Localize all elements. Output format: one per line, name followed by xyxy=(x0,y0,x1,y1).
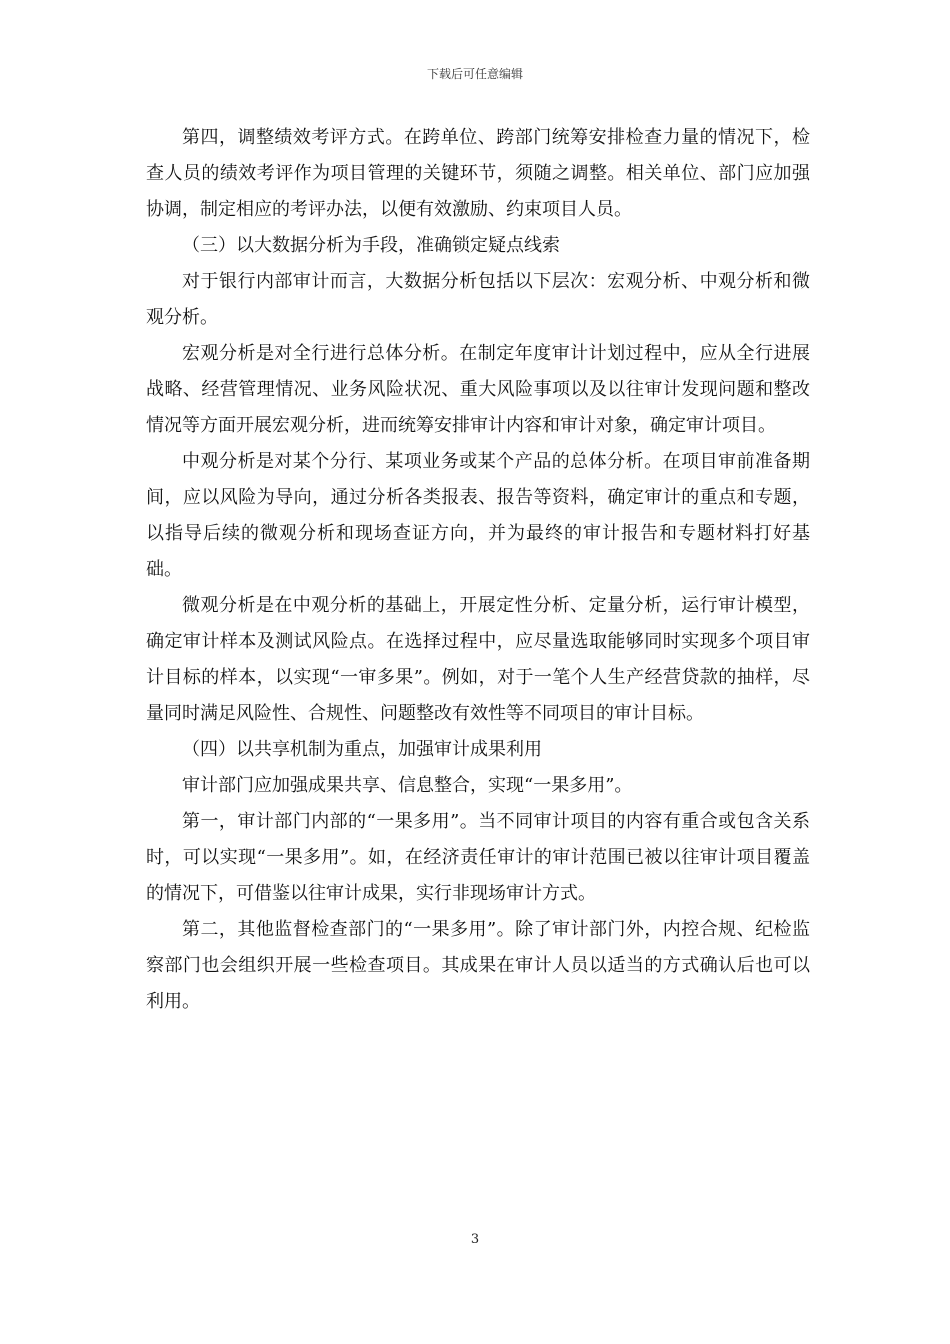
section-heading-sharing-mechanism: （四）以共享机制为重点，加强审计成果利用 xyxy=(182,739,542,760)
paragraph-analysis-levels: 对于银行内部审计而言，大数据分析包括以下层次：宏观分析、中观分析和微观分析。 xyxy=(146,271,810,328)
paragraph-macro-analysis: 宏观分析是对全行进行总体分析。在制定年度审计计划过程中，应从全行进展战略、经营管理情况、业务风险状况、重大风险事项以及以往审计发现问题和整改情况等方面开展宏观分析，进而统筹安排审计内容和审计对象，确定审计项目。 xyxy=(146,343,810,436)
paragraph-result-sharing: 审计部门应加强成果共享、信息整合，实现“一果多用”。 xyxy=(182,775,633,796)
page-number: 3 xyxy=(470,1232,480,1247)
paragraph-other-departments-reuse: 第二，其他监督检查部门的“一果多用”。除了审计部门外，内控合规、纪检监察部门也会组织开展一些检查项目。其成果在审计人员以适当的方式确认后也可以利用。 xyxy=(146,919,810,1012)
paragraph-performance-evaluation: 第四，调整绩效考评方式。在跨单位、跨部门统筹安排检查力量的情况下，检查人员的绩效考评作为项目管理的关键环节，须随之调整。相关单位、部门应加强协调，制定相应的考评办法，以便有效激励、约束项目人员。 xyxy=(146,127,810,220)
document-body xyxy=(146,120,810,1020)
paragraph-internal-reuse: 第一，审计部门内部的“一果多用”。当不同审计项目的内容有重合或包含关系时，可以实现“一果多用”。如，在经济责任审计的审计范围已被以往审计项目覆盖的情况下，可借鉴以往审计成果，实行非现场审计方式。 xyxy=(146,811,810,904)
page-header: 下载后可任意编辑 xyxy=(426,67,523,81)
paragraph-micro-analysis: 微观分析是在中观分析的基础上，开展定性分析、定量分析，运行审计模型，确定审计样本及测试风险点。在选择过程中，应尽量选取能够同时实现多个项目审计目标的样本，以实现“一审多果”。例如，对于一笔个人生产经营贷款的抽样，尽量同时满足风险性、合规性、问题整改有效性等不同项目的审计目标。 xyxy=(146,595,810,724)
paragraph-meso-analysis: 中观分析是对某个分行、某项业务或某个产品的总体分析。在项目审前准备期间，应以风险为导向，通过分析各类报表、报告等资料，确定审计的重点和专题，以指导后续的微观分析和现场查证方向，并为最终的审计报告和专题材料打好基础。 xyxy=(146,451,810,580)
section-heading-big-data: （三）以大数据分析为手段，准确锁定疑点线索 xyxy=(182,235,560,256)
